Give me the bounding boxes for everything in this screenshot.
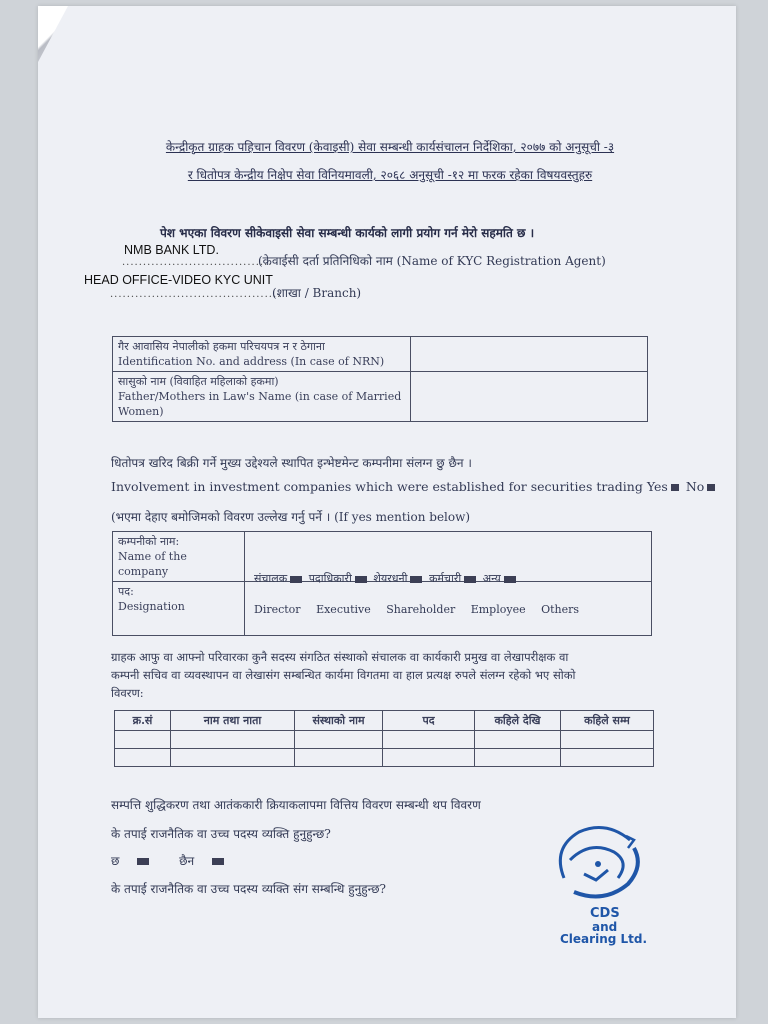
employee-checkbox[interactable] bbox=[464, 576, 476, 583]
designation-options-en bbox=[254, 603, 589, 616]
designation-options-np bbox=[254, 571, 519, 586]
option-shareholder-en: Shareholder bbox=[386, 603, 456, 616]
option-employee-np: कर्मचारी bbox=[428, 572, 462, 585]
investment-yes-checkbox[interactable] bbox=[671, 484, 679, 491]
pep-question: के तपाई राजनैतिक वा उच्च पदस्य व्यक्ति हुनुहुन्छ? bbox=[111, 827, 331, 841]
company-label-np: कम्पनीको नाम: bbox=[118, 535, 180, 548]
logo-line-1: CDS bbox=[590, 906, 620, 921]
shareholder-checkbox[interactable] bbox=[410, 576, 422, 583]
pep-related-question: के तपाई राजनैतिक वा उच्च पदस्य व्यक्ति संग सम्बन्धि हुनुहुन्छ? bbox=[111, 882, 386, 896]
cds-clearing-logo bbox=[544, 818, 654, 948]
cds-swirl-icon bbox=[544, 818, 654, 908]
table-cell[interactable] bbox=[475, 749, 561, 767]
branch-label: (शाखा / Branch) bbox=[272, 286, 362, 300]
in-law-label-en: Father/Mothers in Law's Name (in case of Married Women) bbox=[118, 390, 402, 418]
option-director-en: Director bbox=[254, 603, 301, 616]
pep-no-checkbox[interactable] bbox=[212, 858, 224, 865]
table-cell[interactable] bbox=[115, 731, 171, 749]
designation-label-np: पद: bbox=[118, 585, 134, 598]
in-law-name-cell bbox=[113, 372, 411, 422]
col-from: कहिले देखि bbox=[475, 711, 561, 731]
table-row bbox=[115, 731, 654, 749]
table-cell[interactable] bbox=[475, 731, 561, 749]
aml-heading: सम्पत्ति शुद्धिकरण तथा आतंककारी क्रियाकलापमा वित्तिय विवरण सम्बन्धी थप विवरण bbox=[111, 798, 481, 812]
table-row bbox=[113, 337, 648, 372]
company-label-en: Name of the company bbox=[118, 550, 187, 578]
option-others-np: अन्य bbox=[482, 572, 501, 585]
investment-yes-label: Yes bbox=[646, 479, 668, 494]
nrn-id-value-cell[interactable] bbox=[411, 337, 648, 372]
option-executive-np: पदाधिकारी bbox=[308, 572, 352, 585]
pep-answer-options bbox=[111, 852, 227, 869]
family-para-line-3: विवरण: bbox=[111, 686, 144, 700]
in-law-label-np: सासुको नाम (विवाहित महिलाको हकमा) bbox=[118, 375, 279, 388]
investment-mention: (भएमा देहाए बमोजिमको विवरण उल्लेख गर्नु पर्ने । (If yes mention below) bbox=[111, 510, 471, 524]
table-cell[interactable] bbox=[115, 749, 171, 767]
details-table bbox=[114, 710, 654, 767]
investment-question-np: धितोपत्र खरिद बिक्री गर्ने मुख्य उद्देश्यले स्थापित इन्भेष्टमेन्ट कम्पनीमा संलग्न छु छैन । bbox=[111, 456, 472, 470]
col-institution: संस्थाको नाम bbox=[295, 711, 383, 731]
option-shareholder-np: शेयरधनी bbox=[373, 572, 408, 585]
header-line-2: र धितोपत्र केन्द्रीय निक्षेप सेवा विनियमावली, २०६८ अनुसूची -१२ मा फरक रहेका विषयवस्तुहरु bbox=[187, 168, 593, 182]
agent-label: (केवाईसी दर्ता प्रतिनिधिको नाम (Name of KYC Registration Agent) bbox=[258, 254, 606, 268]
table-cell[interactable] bbox=[171, 731, 295, 749]
branch-dotted-line: ......................................... bbox=[110, 289, 282, 300]
pep-no-label: छैन bbox=[179, 854, 195, 868]
table-cell[interactable] bbox=[171, 749, 295, 767]
nrn-id-cell bbox=[113, 337, 411, 372]
option-executive-en: Executive bbox=[316, 603, 371, 616]
designation-cell bbox=[113, 582, 245, 636]
table-cell[interactable] bbox=[295, 749, 383, 767]
family-para-line-2: कम्पनी सचिव वा व्यवस्थापन वा लेखासंग सम्बन्धित कार्यमा विगतमा वा हाल प्रत्यक्ष रुपले संलग्न रहेको भए सोको bbox=[111, 668, 576, 682]
executive-checkbox[interactable] bbox=[355, 576, 367, 583]
table-row bbox=[115, 749, 654, 767]
logo-line-3: Clearing Ltd. bbox=[560, 932, 648, 946]
investment-no-label: No bbox=[685, 479, 705, 494]
director-checkbox[interactable] bbox=[290, 576, 302, 583]
investment-no-checkbox[interactable] bbox=[707, 484, 715, 491]
investment-question-en bbox=[111, 479, 718, 494]
pep-yes-checkbox[interactable] bbox=[137, 858, 149, 865]
company-name-cell bbox=[113, 532, 245, 582]
nrn-table bbox=[112, 336, 648, 422]
nrn-id-label-np: गैर आवासिय नेपालीको हकमा परिचयपत्र न र ठेगाना bbox=[118, 340, 325, 353]
pep-yes-label: छ bbox=[111, 854, 120, 868]
consent-statement: पेश भएका विवरण सीकेवाइसी सेवा सम्बन्धी कार्यको लागी प्रयोग गर्न मेरो सहमति छ । bbox=[160, 226, 535, 240]
branch-value: HEAD OFFICE-VIDEO KYC UNIT bbox=[84, 273, 273, 287]
table-cell[interactable] bbox=[383, 749, 475, 767]
designation-label-en: Designation bbox=[118, 600, 185, 613]
table-cell[interactable] bbox=[295, 731, 383, 749]
family-para-line-1: ग्राहक आफु वा आफ्नो परिवारका कुनै सदस्य संगठित संस्थाको संचालक वा कार्यकारी प्रमुख वा लेखापरीक्षक वा bbox=[111, 650, 569, 664]
option-director-np: संचालक bbox=[254, 572, 288, 585]
agent-dotted-line: .................................... bbox=[122, 257, 273, 268]
header-line-1: केन्द्रीकृत ग्राहक पहिचान विवरण (केवाइसी) सेवा सम्बन्धी कार्यसंचालन निर्देशिका, २०७७ को अनुसूची -३ bbox=[165, 140, 615, 154]
table-header-row bbox=[115, 711, 654, 731]
investment-text-en: Involvement in investment companies which were established for securities trading bbox=[111, 479, 643, 494]
option-employee-en: Employee bbox=[470, 603, 526, 616]
col-to: कहिले सम्म bbox=[561, 711, 654, 731]
table-cell[interactable] bbox=[561, 749, 654, 767]
table-row bbox=[113, 372, 648, 422]
col-sn: क्र.सं bbox=[115, 711, 171, 731]
others-checkbox[interactable] bbox=[504, 576, 516, 583]
agent-name-value: NMB BANK LTD. bbox=[124, 243, 219, 257]
option-others-en: Others bbox=[541, 603, 580, 616]
col-position: पद bbox=[383, 711, 475, 731]
nrn-id-label-en: Identification No. and address (In case of NRN) bbox=[118, 355, 385, 368]
table-cell[interactable] bbox=[561, 731, 654, 749]
table-cell[interactable] bbox=[383, 731, 475, 749]
col-name-relation: नाम तथा नाता bbox=[171, 711, 295, 731]
logo-line-2: and bbox=[592, 920, 618, 934]
in-law-value-cell[interactable] bbox=[411, 372, 648, 422]
